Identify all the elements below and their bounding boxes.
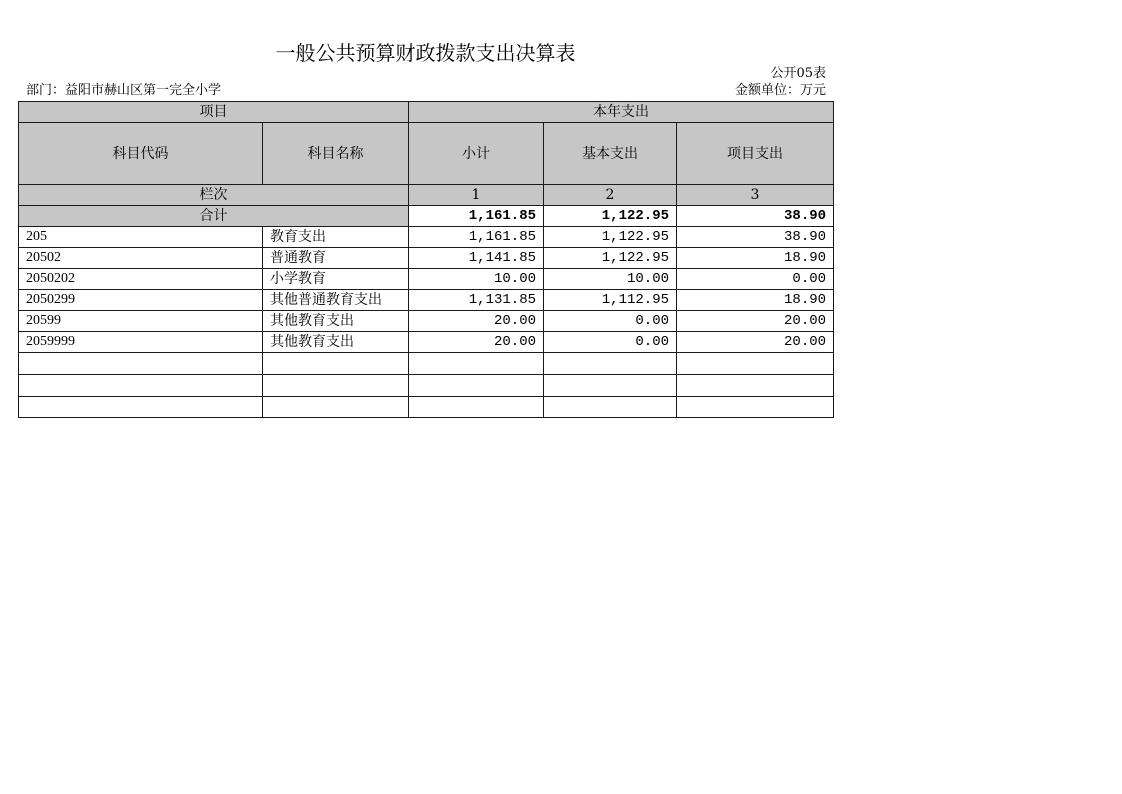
report-title: 一般公共预算财政拨款支出决算表 bbox=[275, 41, 576, 65]
empty-cell bbox=[19, 375, 263, 397]
row-basic: 0.00 bbox=[544, 332, 677, 353]
row-code: 205 bbox=[19, 227, 263, 248]
form-number: 公开05表 bbox=[770, 66, 826, 81]
header-name: 科目名称 bbox=[263, 123, 409, 185]
row-subtotal: 1,131.85 bbox=[409, 290, 544, 311]
empty-cell bbox=[19, 397, 263, 418]
row-code: 2050299 bbox=[19, 290, 263, 311]
table-row bbox=[19, 332, 834, 353]
row-code: 2059999 bbox=[19, 332, 263, 353]
row-project: 20.00 bbox=[677, 332, 834, 353]
row-basic: 10.00 bbox=[544, 269, 677, 290]
column-number-label: 栏次 bbox=[19, 185, 409, 206]
empty-cell bbox=[409, 353, 544, 375]
empty-cell bbox=[677, 353, 834, 375]
column-number-2: 2 bbox=[544, 185, 677, 206]
empty-cell bbox=[677, 375, 834, 397]
row-basic: 1,112.95 bbox=[544, 290, 677, 311]
row-name: 其他教育支出 bbox=[263, 332, 409, 353]
header-project-expenditure: 项目支出 bbox=[677, 123, 834, 185]
empty-cell bbox=[263, 397, 409, 418]
empty-cell bbox=[677, 397, 834, 418]
empty-cell bbox=[19, 353, 263, 375]
empty-cell bbox=[544, 397, 677, 418]
row-name: 其他普通教育支出 bbox=[263, 290, 409, 311]
empty-row bbox=[19, 375, 834, 397]
row-project: 0.00 bbox=[677, 269, 834, 290]
row-project: 20.00 bbox=[677, 311, 834, 332]
row-basic: 0.00 bbox=[544, 311, 677, 332]
empty-cell bbox=[544, 353, 677, 375]
row-code: 2050202 bbox=[19, 269, 263, 290]
total-row bbox=[19, 206, 834, 227]
header-current-year-expenditure: 本年支出 bbox=[409, 102, 834, 123]
row-subtotal: 1,141.85 bbox=[409, 248, 544, 269]
header-subtotal: 小计 bbox=[409, 123, 544, 185]
total-basic: 1,122.95 bbox=[544, 206, 677, 227]
empty-cell bbox=[544, 375, 677, 397]
row-subtotal: 20.00 bbox=[409, 311, 544, 332]
row-name: 普通教育 bbox=[263, 248, 409, 269]
total-project: 38.90 bbox=[677, 206, 834, 227]
amount-unit-label: 金额单位：万元 bbox=[734, 83, 826, 98]
row-name: 教育支出 bbox=[263, 227, 409, 248]
column-number-1: 1 bbox=[409, 185, 544, 206]
row-subtotal: 1,161.85 bbox=[409, 227, 544, 248]
row-subtotal: 20.00 bbox=[409, 332, 544, 353]
header-code: 科目代码 bbox=[19, 123, 263, 185]
row-basic: 1,122.95 bbox=[544, 227, 677, 248]
row-code: 20502 bbox=[19, 248, 263, 269]
table-row bbox=[19, 290, 834, 311]
row-subtotal: 10.00 bbox=[409, 269, 544, 290]
table-row bbox=[19, 311, 834, 332]
empty-cell bbox=[263, 353, 409, 375]
row-project: 18.90 bbox=[677, 248, 834, 269]
table-row bbox=[19, 227, 834, 248]
row-name: 其他教育支出 bbox=[263, 311, 409, 332]
header-row-columns bbox=[19, 123, 834, 185]
row-code: 20599 bbox=[19, 311, 263, 332]
table-row bbox=[19, 248, 834, 269]
empty-row bbox=[19, 353, 834, 375]
header-row-groups bbox=[19, 102, 834, 123]
empty-row bbox=[19, 397, 834, 418]
row-name: 小学教育 bbox=[263, 269, 409, 290]
column-number-3: 3 bbox=[677, 185, 834, 206]
table-row bbox=[19, 269, 834, 290]
total-label: 合计 bbox=[19, 206, 409, 227]
expenditure-table bbox=[18, 101, 834, 418]
column-number-row bbox=[19, 185, 834, 206]
empty-cell bbox=[409, 375, 544, 397]
total-subtotal: 1,161.85 bbox=[409, 206, 544, 227]
department-label: 部门：益阳市赫山区第一完全小学 bbox=[26, 83, 222, 98]
row-project: 18.90 bbox=[677, 290, 834, 311]
header-basic-expenditure: 基本支出 bbox=[544, 123, 677, 185]
empty-cell bbox=[263, 375, 409, 397]
empty-cell bbox=[409, 397, 544, 418]
row-basic: 1,122.95 bbox=[544, 248, 677, 269]
row-project: 38.90 bbox=[677, 227, 834, 248]
header-item: 项目 bbox=[19, 102, 409, 123]
